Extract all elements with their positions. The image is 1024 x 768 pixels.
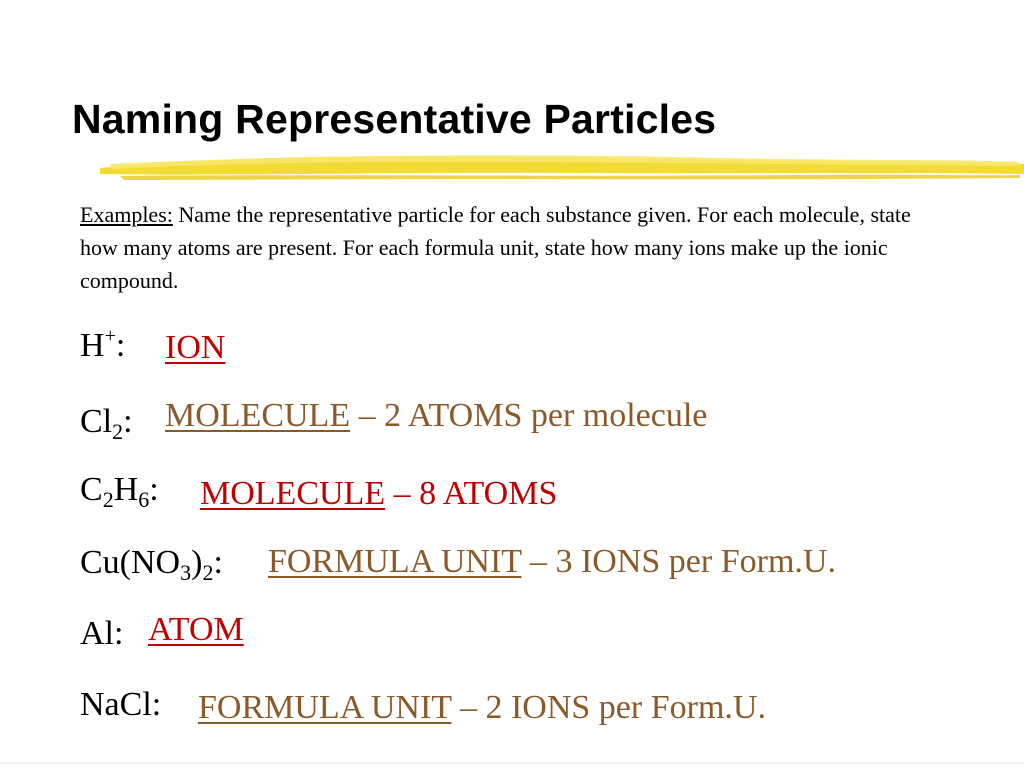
example-formula-al: Al: xyxy=(80,615,124,652)
slide-bottom-edge xyxy=(0,762,1024,764)
answer-particle: FORMULA UNIT xyxy=(198,689,452,726)
answer-particle: ATOM xyxy=(148,611,244,648)
answer-particle: MOLECULE xyxy=(165,397,351,434)
answer-particle: FORMULA UNIT xyxy=(268,543,522,580)
example-answer-h-plus xyxy=(165,328,225,368)
highlighter-stroke xyxy=(100,150,1024,184)
example-answer-al xyxy=(148,610,244,650)
example-answer-cl2: MOLECULE – 2 ATOMS per molecule xyxy=(165,397,708,434)
example-formula-c2h6: $C_2H_6$: xyxy=(80,471,159,512)
slide-title: Naming Representative Particles xyxy=(72,96,717,142)
example-formula-h-plus: H+: xyxy=(80,325,126,364)
answer-particle: ION xyxy=(165,329,226,366)
instructions-text: Name the representative particle for each substance given. For each molecule, state how many atoms are present. For each formula unit, state how many ions make up the ionic compound. xyxy=(80,202,911,293)
answer-particle: MOLECULE xyxy=(200,475,386,512)
example-formula-cl2: $Cl_2$: xyxy=(80,403,133,444)
example-answer-c2h6: MOLECULE – 8 ATOMS xyxy=(200,475,558,512)
instructions xyxy=(80,198,940,297)
example-answer-nacl: FORMULA UNIT – 2 IONS per Form.U. xyxy=(198,689,766,726)
example-formula-cu-no3-2: $Cu(NO_3)_2$: xyxy=(80,544,223,585)
example-answer-cu-no3-2: FORMULA UNIT – 3 IONS per Form.U. xyxy=(268,543,836,580)
examples-label: Examples: xyxy=(80,202,173,227)
example-formula-nacl: NaCl: xyxy=(80,686,162,723)
